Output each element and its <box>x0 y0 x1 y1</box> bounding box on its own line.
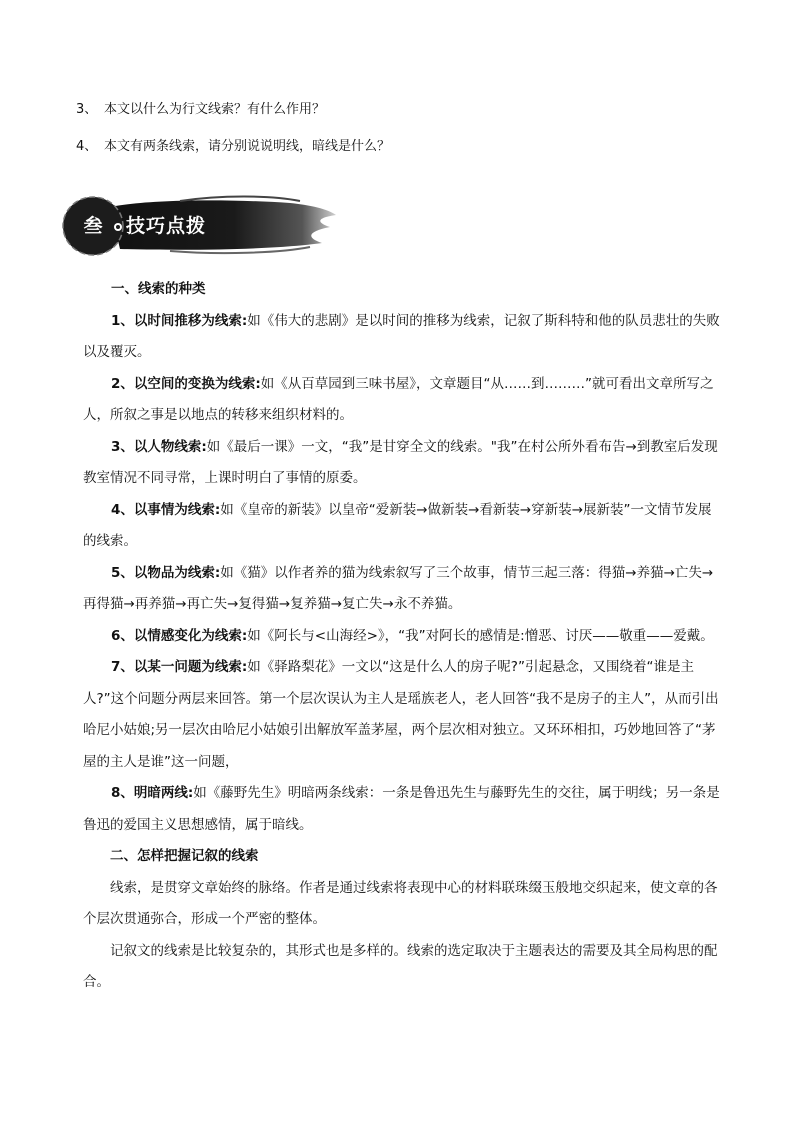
question-number: 4、 <box>76 139 98 154</box>
item-label: 4、以事情为线索: <box>111 501 221 518</box>
question-3 <box>76 101 325 119</box>
question-text: 本文以什么为行文线索？有什么作用？ <box>104 102 326 117</box>
list-item <box>83 621 723 653</box>
item-label: 2、以空间的变换为线索: <box>111 375 261 392</box>
list-item <box>83 306 723 369</box>
item-text: 如《藤野先生》明暗两条线索：一条是鲁迅先生与藤野先生的交往，属于明线；另一条是鲁迅的爱国主义思想感情，属于暗线。 <box>83 785 720 833</box>
item-label: 5、以物品为线索: <box>111 564 221 581</box>
question-4 <box>76 138 390 156</box>
paragraph: 记叙文的线索是比较复杂的，其形式也是多样的。线索的选定取决于主题表达的需要及其全局构思的配合。 <box>83 942 718 990</box>
section-number: 叁 <box>83 215 103 237</box>
list-item <box>83 495 723 558</box>
item-text: 如《阿长与<山海经>》，“我”对阿长的感情是:憎恶、讨厌——敬重——爱戴。 <box>247 627 714 644</box>
item-text: 如《驿路梨花》一文以“这是什么人的房子呢?”引起悬念，又围绕着“谁是主人?”这个问题分两层来回答。第一个层次误认为主人是瑶族老人，老人回答“我不是房子的主人”，从而引出哈尼小姑娘;另一层次由哈尼小姑娘引出解放军盖茅屋，两个层次相对独立。又环环相扣，巧妙地回答了“茅屋的主人是谁”这一问题， <box>83 659 719 770</box>
list-item <box>83 778 723 841</box>
item-text: 如《猫》以作者养的猫为线索叙写了三个故事，情节三起三落：得猫→养猫→亡失→再得猫→再养猫→再亡失→复得猫→复养猫→复亡失→永不养猫。 <box>83 564 714 612</box>
section-title: 技巧点拨 <box>126 215 207 237</box>
item-label: 1、以时间推移为线索: <box>111 312 248 329</box>
list-item <box>83 369 723 432</box>
item-label: 8、明暗两线: <box>111 785 194 801</box>
list-item <box>83 432 723 495</box>
part2-heading: 二、怎样把握记叙的线索 <box>110 848 259 864</box>
item-text: 如《伟大的悲剧》是以时间的推移为线索，记叙了斯科特和他的队员悲壮的失败以及覆灭。 <box>83 312 720 360</box>
list-item <box>83 558 723 621</box>
item-text: 如《从百草园到三味书屋》，文章题目“从……到………”就可看出文章所写之人，所叙之事是以地点的转移来组织材料的。 <box>83 375 714 423</box>
item-label: 7、以某一问题为线索: <box>111 659 248 675</box>
paragraph: 线索，是贯穿文章始终的脉络。作者是通过线索将表现中心的材料联珠缀玉般地交织起来，使文章的各个层次贯通弥合，形成一个严密的整体。 <box>83 879 718 927</box>
item-text: 如《皇帝的新装》以皇帝“爱新装→做新装→看新装→穿新装→展新装”一文情节发展的线索。 <box>83 501 712 549</box>
question-number: 3、 <box>76 102 98 117</box>
item-text: 如《最后一课》一文，“我”是甘穿全文的线索。"我”在村公所外看布告→到教室后发现教室情况不同寻常，上课时明白了事情的原委。 <box>83 438 718 486</box>
section-banner <box>60 193 340 259</box>
part1-heading: 一、线索的种类 <box>111 281 206 297</box>
item-label: 6、以情感变化为线索: <box>111 627 248 644</box>
list-item <box>83 652 723 778</box>
item-label: 3、以人物线索: <box>111 438 207 455</box>
question-text: 本文有两条线索，请分别说说明线，暗线是什么？ <box>104 139 391 154</box>
main-content <box>83 274 723 999</box>
